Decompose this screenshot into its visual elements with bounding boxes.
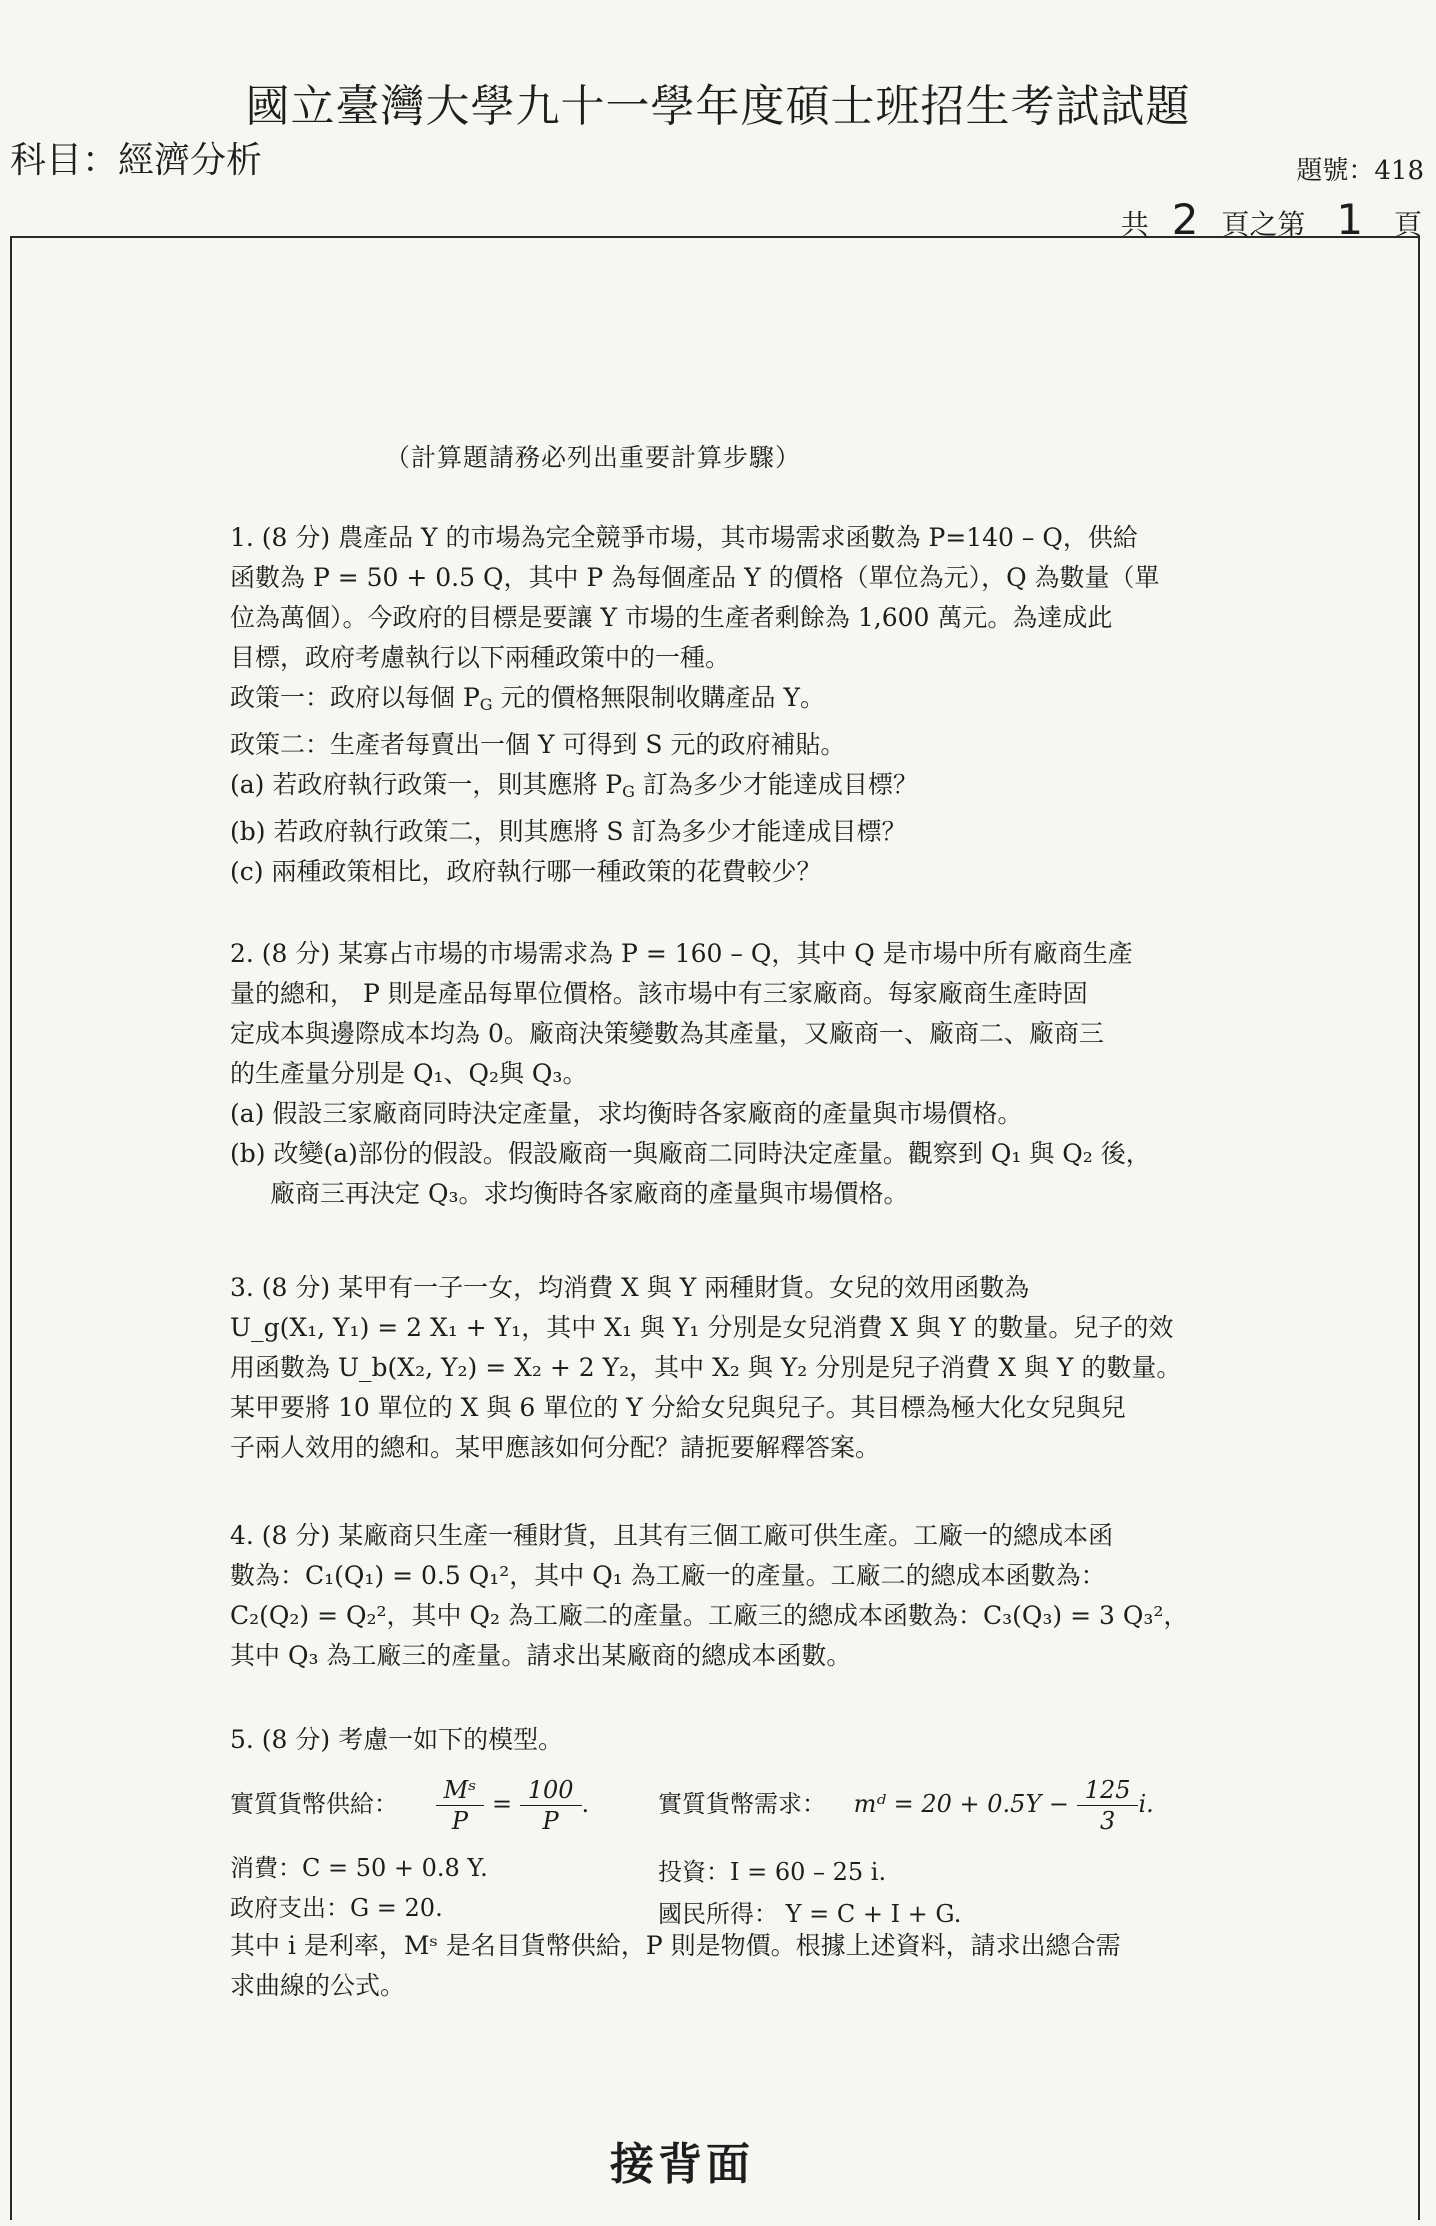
income-equation: 國民所得： Y = C + I + G.: [658, 1900, 962, 1928]
money-demand-equation: 實質貨幣需求： mᵈ = 20 + 0.5Y − $\frac{125}{3}$ i.: [658, 1776, 1154, 1835]
exam-title: 國立臺灣大學九十一學年度碩士班招生考試試題: [245, 81, 1191, 132]
q1-line: 函數為 P = 50 + 0.5 Q，其中 P 為每個產品 Y 的價格（單位為元），Q 為數量（單: [230, 563, 1160, 592]
question-5-heading: [230, 1720, 563, 1760]
q3-line: 某甲要將 10 單位的 X 與 6 單位的 Y 分給女兒與兒子。其目標為極大化女兒與兒: [230, 1393, 1126, 1422]
q1-line: 位為萬個）。今政府的目標是要讓 Y 市場的生產者剩餘為 1,600 萬元。為達成此: [230, 603, 1113, 632]
q1-line: 目標，政府考慮執行以下兩種政策中的一種。: [230, 643, 731, 672]
investment-equation: 投資：I = 60 – 25 i.: [658, 1858, 887, 1886]
q5-line: 5. (8 分) 考慮一如下的模型。: [230, 1725, 564, 1754]
question-number: 題號：418: [1296, 156, 1424, 186]
total-pages: 2: [1171, 195, 1199, 244]
question-1: [230, 518, 1160, 892]
pages-suffix: 頁: [1393, 208, 1422, 241]
q3-line: 子兩人效用的總和。某甲應該如何分配？請扼要解釋答案。: [230, 1433, 881, 1462]
q1-line: (c) 兩種政策相比，政府執行哪一種政策的花費較少？: [230, 857, 822, 886]
subject-label: 科目：經濟分析: [10, 140, 263, 181]
q3-line: 3. (8 分) 某甲有一子一女，均消費 X 與 Y 兩種財貨。女兒的效用函數為: [230, 1273, 1030, 1302]
current-page: 1: [1336, 195, 1364, 244]
q4-line: 數為：C₁(Q₁) = 0.5 Q₁²，其中 Q₁ 為工廠一的產量。工廠二的總成本函數為：: [230, 1561, 1106, 1590]
q1-line: (b) 若政府執行政策二，則其應將 S 訂為多少才能達成目標？: [230, 817, 907, 846]
pages-prefix: 共: [1120, 208, 1149, 241]
q2-line: 的生產量分別是 Q₁、Q₂與 Q₃。: [230, 1059, 588, 1088]
q1-line: (a) 若政府執行政策一，則其應將 $P_G$ 訂為多少才能達成目標？: [230, 770, 918, 801]
q2-line: (a) 假設三家廠商同時決定產量，求均衡時各家廠商的產量與市場價格。: [230, 1099, 1023, 1128]
q2-line: 定成本與邊際成本均為 0。廠商決策變數為其產量，又廠商一、廠商二、廠商三: [230, 1019, 1104, 1048]
q5-line: 其中 i 是利率，Mˢ 是名目貨幣供給，P 則是物價。根據上述資料，請求出總合需: [230, 1931, 1121, 1960]
question-4: [230, 1516, 1188, 1676]
government-equation: 政府支出：G = 20.: [230, 1894, 443, 1922]
q4-line: C₂(Q₂) = Q₂²，其中 Q₂ 為工廠二的產量。工廠三的總成本函數為：C₃(Q₃) = 3 Q₃²，: [230, 1601, 1189, 1630]
question-3: [230, 1268, 1181, 1468]
money-demand-label: 實質貨幣需求：: [658, 1790, 826, 1818]
q1-line: 1. (8 分) 農產品 Y 的市場為完全競爭市場，其市場需求函數為 P=140 – Q，供給: [230, 523, 1138, 552]
q2-line: 廠商三再決定 Q₃。求均衡時各家廠商的產量與市場價格。: [270, 1179, 909, 1208]
q4-line: 其中 Q₃ 為工廠三的產量。請求出某廠商的總成本函數。: [230, 1641, 852, 1670]
instruction: （計算題請務必列出重要計算步驟）: [385, 443, 802, 472]
q1-line: 政策二：生產者每賣出一個 Y 可得到 S 元的政府補貼。: [230, 730, 846, 759]
q2-line: (b) 改變(a)部份的假設。假設廠商一與廠商二同時決定產量。觀察到 Q₁ 與 Q₂ 後，: [230, 1139, 1151, 1168]
q2-line: 量的總和， P 則是產品每單位價格。該市場中有三家廠商。每家廠商生產時固: [230, 979, 1088, 1008]
money-supply-label: 實質貨幣供給：: [230, 1790, 398, 1818]
question-5-tail: [230, 1926, 1121, 2006]
q4-line: 4. (8 分) 某廠商只生產一種財貨，且其有三個工廠可供生產。工廠一的總成本函: [230, 1521, 1114, 1550]
consumption-equation: 消費：C = 50 + 0.8 Y.: [230, 1854, 488, 1882]
q3-line: U_g(X₁, Y₁) = 2 X₁ + Y₁，其中 X₁ 與 Y₁ 分別是女兒消費 X 與 Y 的數量。兒子的效: [230, 1313, 1174, 1342]
money-supply-equation: 實質貨幣供給： $\frac{\text{Mˢ}}{P}$ = $\frac{100}{P}$ .: [230, 1776, 590, 1835]
flip-page-note: 接背面: [610, 2139, 754, 2190]
q5-line: 求曲線的公式。: [230, 1971, 406, 2000]
q1-line: 政策一：政府以每個 $P_G$ 元的價格無限制收購產品 Y。: [230, 683, 825, 714]
q3-line: 用函數為 U_b(X₂, Y₂) = X₂ + 2 Y₂，其中 X₂ 與 Y₂ 分別是兒子消費 X 與 Y 的數量。: [230, 1353, 1182, 1382]
q2-line: 2. (8 分) 某寡占市場的市場需求為 P = 160 – Q，其中 Q 是市場中所有廠商生產: [230, 939, 1133, 968]
pages-mid: 頁之第: [1221, 208, 1306, 241]
question-2: [230, 934, 1151, 1214]
